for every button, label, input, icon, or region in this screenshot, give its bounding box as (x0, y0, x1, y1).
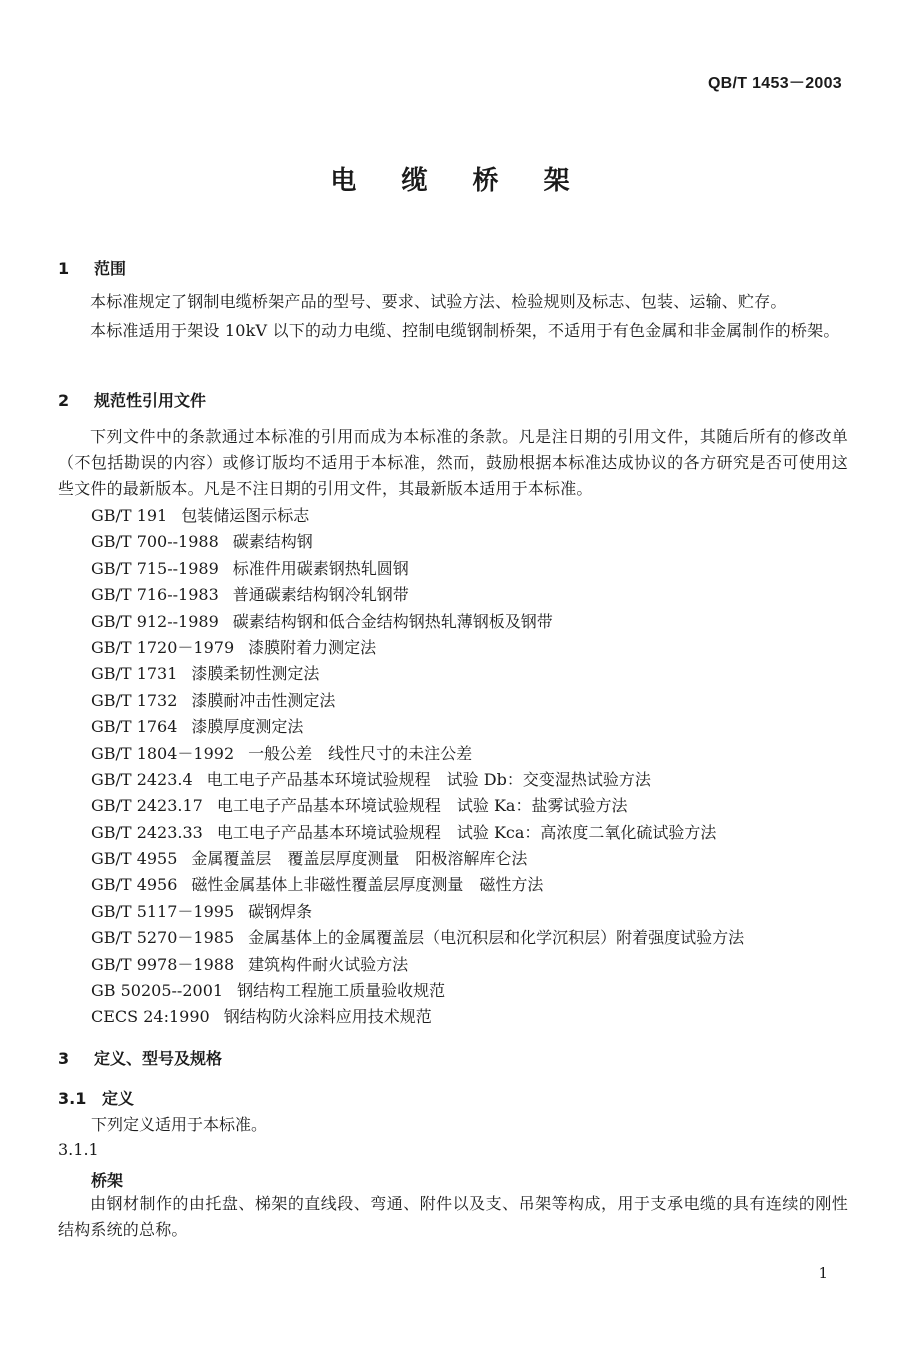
reference-item: GB/T 912--1989 碳素结构钢和低合金结构钢热轧薄钢板及钢带 (91, 611, 553, 631)
reference-item: GB/T 715--1989 标准件用碳素钢热轧圆钢 (91, 558, 409, 578)
reference-item: GB/T 2423.4 电工电子产品基本环境试验规程 试验 Db：交变湿热试验方法 (91, 769, 651, 789)
reference-item: GB/T 4956 磁性金属基体上非磁性覆盖层厚度测量 磁性方法 (91, 875, 544, 895)
reference-item: GB 50205--2001 钢结构工程施工质量验收规范 (91, 981, 446, 1001)
subsection-3-1-heading (58, 1086, 134, 1109)
page-number: 1 (818, 1264, 828, 1282)
section-1-heading (58, 256, 126, 279)
section-number: 1 (58, 259, 70, 278)
reference-item: GB/T 4955 金属覆盖层 覆盖层厚度测量 阳极溶解库仑法 (91, 849, 528, 869)
subsection-number: 3.1 (58, 1089, 87, 1108)
definitions-applicability-text: 下列定义适用于本标准。 (91, 1115, 268, 1134)
section-title: 范围 (94, 259, 127, 278)
reference-item: GB/T 1764 漆膜厚度测定法 (91, 717, 304, 737)
normative-references-list (91, 503, 744, 1031)
reference-item: GB/T 2423.17 电工电子产品基本环境试验规程 试验 Ka：盐雾试验方法 (91, 796, 628, 816)
section-3-heading (58, 1046, 222, 1069)
reference-item: GB/T 1804－1992 一般公差 线性尺寸的未注公差 (91, 743, 473, 763)
reference-item: GB/T 5117－1995 碳钢焊条 (91, 901, 313, 921)
reference-item: GB/T 1731 漆膜柔韧性测定法 (91, 664, 320, 684)
document-title: 电 缆 桥 架 (330, 166, 588, 196)
term-title: 桥架 (91, 1171, 124, 1190)
reference-item: GB/T 1732 漆膜耐冲击性测定法 (91, 690, 336, 710)
section-number: 3 (58, 1049, 70, 1068)
standard-code: QB/T 1453－2003 (707, 75, 842, 92)
reference-item: GB/T 5270－1985 金属基体上的金属覆盖层（电沉积层和化学沉积层）附着强度试验方法 (91, 928, 745, 948)
reference-item: GB/T 2423.33 电工电子产品基本环境试验规程 试验 Kca：高浓度二氧化硫试验方法 (91, 822, 717, 842)
section-title: 规范性引用文件 (94, 391, 207, 410)
term-definition-paragraph: 由钢材制作的由托盘、梯架的直线段、弯通、附件以及支、吊架等构成，用于支承电缆的具有连续的刚性结构系统的总称。 (58, 1194, 848, 1239)
section-number: 2 (58, 391, 70, 410)
clause-3-1-1-number: 3.1.1 (58, 1140, 99, 1159)
section-2-heading (58, 388, 206, 411)
reference-item: CECS 24:1990 钢结构防火涂料应用技术规范 (91, 1007, 432, 1027)
subsection-title: 定义 (102, 1089, 135, 1108)
scope-paragraph-2: 本标准适用于架设 10kV 以下的动力电缆、控制电缆钢制桥架，不适用于有色金属和非金属制作的桥架。 (90, 321, 840, 340)
reference-item: GB/T 1720－1979 漆膜附着力测定法 (91, 637, 377, 657)
reference-item: GB/T 191 包装储运图示标志 (91, 506, 310, 525)
reference-item: GB/T 9978－1988 建筑构件耐火试验方法 (91, 954, 409, 974)
section-title: 定义、型号及规格 (94, 1049, 223, 1068)
references-intro-paragraph: 下列文件中的条款通过本标准的引用而成为本标准的条款。凡是注日期的引用文件，其随后所有的修改单（不包括勘误的内容）或修订版均不适用于本标准，然而，鼓励根据本标准达成协议的各方研究是否可使用这些文件的最新版本。凡是不注日期的引用文件，其最新版本适用于本标准。 (58, 427, 848, 498)
reference-item: GB/T 716--1983 普通碳素结构钢冷轧钢带 (91, 585, 409, 605)
scope-paragraph-1: 本标准规定了钢制电缆桥架产品的型号、要求、试验方法、检验规则及标志、包装、运输、贮存。 (90, 292, 787, 311)
reference-item: GB/T 700--1988 碳素结构钢 (91, 532, 313, 552)
